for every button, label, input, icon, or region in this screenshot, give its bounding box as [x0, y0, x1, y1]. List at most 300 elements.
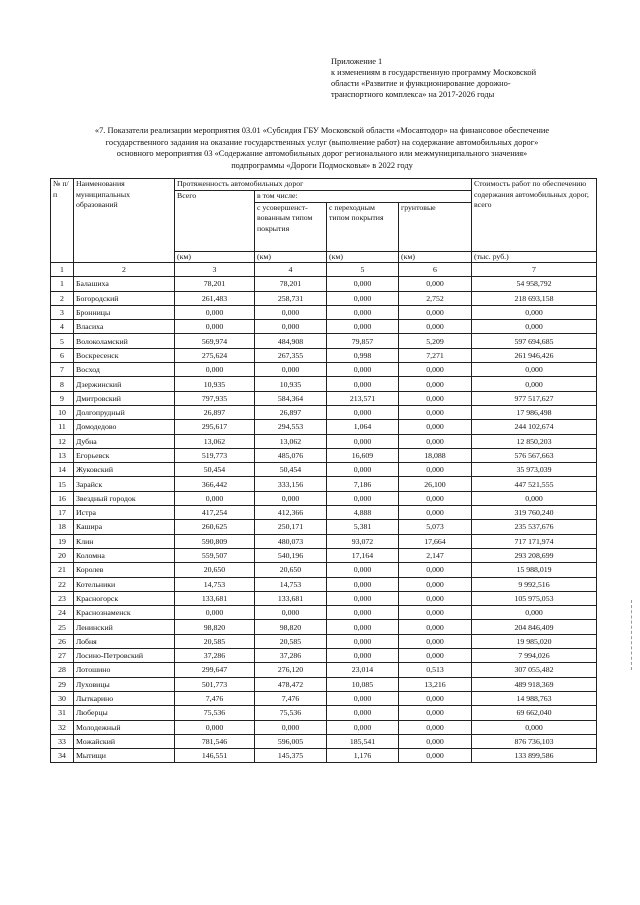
header-dirt: грунтовые — [399, 202, 472, 251]
row-number: 34 — [51, 749, 74, 763]
length-dirt: 0,000 — [399, 377, 472, 391]
length-improved: 14,753 — [255, 577, 327, 591]
length-total: 0,000 — [175, 363, 255, 377]
length-improved: 20,650 — [255, 563, 327, 577]
length-dirt: 0,000 — [399, 305, 472, 319]
length-total: 366,442 — [175, 477, 255, 491]
length-dirt: 0,000 — [399, 277, 472, 291]
length-transitional: 0,000 — [327, 363, 399, 377]
municipality-name: Волоколамский — [74, 334, 175, 348]
length-dirt: 13,216 — [399, 677, 472, 691]
col-num: 7 — [472, 263, 597, 277]
length-transitional: 0,000 — [327, 577, 399, 591]
maintenance-cost: 0,000 — [472, 720, 597, 734]
length-total: 261,483 — [175, 291, 255, 305]
length-improved: 0,000 — [255, 320, 327, 334]
row-number: 32 — [51, 720, 74, 734]
maintenance-cost: 54 958,792 — [472, 277, 597, 291]
length-improved: 98,820 — [255, 620, 327, 634]
length-transitional: 0,000 — [327, 463, 399, 477]
maintenance-cost: 35 973,039 — [472, 463, 597, 477]
municipality-name: Власиха — [74, 320, 175, 334]
maintenance-cost: 105 975,053 — [472, 591, 597, 605]
maintenance-cost: 204 846,409 — [472, 620, 597, 634]
length-transitional: 79,857 — [327, 334, 399, 348]
maintenance-cost: 0,000 — [472, 305, 597, 319]
length-improved: 37,286 — [255, 649, 327, 663]
length-improved: 20,585 — [255, 634, 327, 648]
municipality-name: Бронницы — [74, 305, 175, 319]
header-cost: Стоимость работ по обеспечению содержания автомобильных дорог, всего — [472, 179, 597, 252]
length-improved: 78,201 — [255, 277, 327, 291]
length-dirt: 0,513 — [399, 663, 472, 677]
length-total: 590,809 — [175, 534, 255, 548]
maintenance-cost: 293 208,699 — [472, 548, 597, 562]
length-transitional: 0,000 — [327, 591, 399, 605]
row-number: 7 — [51, 363, 74, 377]
row-number: 28 — [51, 663, 74, 677]
table-row — [51, 334, 597, 348]
length-improved: 478,472 — [255, 677, 327, 691]
appendix-line: транспортного комплекса» на 2017-2026 годы — [331, 90, 495, 99]
length-improved: 13,062 — [255, 434, 327, 448]
maintenance-cost: 876 736,103 — [472, 734, 597, 748]
maintenance-cost: 235 537,676 — [472, 520, 597, 534]
length-dirt: 0,000 — [399, 434, 472, 448]
length-improved: 50,454 — [255, 463, 327, 477]
table-row — [51, 534, 597, 548]
unit-km: (км) — [327, 251, 399, 263]
length-total: 10,935 — [175, 377, 255, 391]
length-transitional: 5,381 — [327, 520, 399, 534]
length-dirt: 0,000 — [399, 749, 472, 763]
table-row — [51, 377, 597, 391]
length-improved: 0,000 — [255, 491, 327, 505]
table-body — [51, 277, 597, 763]
length-transitional: 0,000 — [327, 305, 399, 319]
length-dirt: 0,000 — [399, 649, 472, 663]
municipality-name: Балашиха — [74, 277, 175, 291]
table-row — [51, 749, 597, 763]
row-number: 24 — [51, 606, 74, 620]
maintenance-cost: 0,000 — [472, 491, 597, 505]
length-total: 98,820 — [175, 620, 255, 634]
length-improved: 145,375 — [255, 749, 327, 763]
row-number: 23 — [51, 591, 74, 605]
length-transitional: 7,186 — [327, 477, 399, 491]
length-improved: 484,908 — [255, 334, 327, 348]
municipality-name: Истра — [74, 506, 175, 520]
length-total: 0,000 — [175, 720, 255, 734]
length-total: 20,650 — [175, 563, 255, 577]
row-number: 20 — [51, 548, 74, 562]
col-num: 1 — [51, 263, 74, 277]
row-number: 30 — [51, 691, 74, 705]
length-total: 0,000 — [175, 320, 255, 334]
length-transitional: 23,014 — [327, 663, 399, 677]
table-row — [51, 448, 597, 462]
maintenance-cost: 19 985,020 — [472, 634, 597, 648]
length-transitional: 93,072 — [327, 534, 399, 548]
length-transitional: 0,000 — [327, 434, 399, 448]
table-row — [51, 463, 597, 477]
row-number: 31 — [51, 706, 74, 720]
maintenance-cost: 261 946,426 — [472, 348, 597, 362]
length-transitional: 1,064 — [327, 420, 399, 434]
table-row — [51, 691, 597, 705]
maintenance-cost: 218 693,158 — [472, 291, 597, 305]
length-dirt: 0,000 — [399, 563, 472, 577]
row-number: 16 — [51, 491, 74, 505]
length-dirt: 2,147 — [399, 548, 472, 562]
municipality-name: Егорьевск — [74, 448, 175, 462]
length-improved: 480,073 — [255, 534, 327, 548]
length-improved: 10,935 — [255, 377, 327, 391]
length-transitional: 0,000 — [327, 620, 399, 634]
maintenance-cost: 15 988,019 — [472, 563, 597, 577]
title-line-4: подпрограммы «Дороги Подмосковья» в 2022 году — [231, 160, 413, 170]
table-row — [51, 305, 597, 319]
length-improved: 485,076 — [255, 448, 327, 462]
length-improved: 7,476 — [255, 691, 327, 705]
length-total: 20,585 — [175, 634, 255, 648]
length-improved: 0,000 — [255, 305, 327, 319]
column-number-row — [51, 263, 597, 277]
col-num: 4 — [255, 263, 327, 277]
maintenance-cost: 0,000 — [472, 606, 597, 620]
length-transitional: 0,000 — [327, 634, 399, 648]
length-total: 559,507 — [175, 548, 255, 562]
table-row — [51, 677, 597, 691]
length-improved: 276,120 — [255, 663, 327, 677]
municipality-name: Молодежный — [74, 720, 175, 734]
table-row — [51, 506, 597, 520]
length-total: 26,897 — [175, 405, 255, 419]
row-number: 27 — [51, 649, 74, 663]
appendix-note — [331, 56, 611, 100]
municipality-name: Долгопрудный — [74, 405, 175, 419]
length-dirt: 0,000 — [399, 363, 472, 377]
municipality-name: Котельники — [74, 577, 175, 591]
length-dirt: 0,000 — [399, 706, 472, 720]
maintenance-cost: 133 899,586 — [472, 749, 597, 763]
length-transitional: 0,000 — [327, 649, 399, 663]
length-improved: 584,364 — [255, 391, 327, 405]
table-row — [51, 391, 597, 405]
row-number: 8 — [51, 377, 74, 391]
table-row — [51, 277, 597, 291]
table-row — [51, 405, 597, 419]
table-row — [51, 563, 597, 577]
unit-km: (км) — [175, 251, 255, 263]
header-transitional: с переходным типом покрытия — [327, 202, 399, 251]
municipality-name: Луховицы — [74, 677, 175, 691]
length-total: 519,773 — [175, 448, 255, 462]
length-transitional: 185,541 — [327, 734, 399, 748]
length-dirt: 0,000 — [399, 577, 472, 591]
municipality-name: Воскресенск — [74, 348, 175, 362]
length-transitional: 0,000 — [327, 563, 399, 577]
maintenance-cost: 0,000 — [472, 363, 597, 377]
municipality-name: Королев — [74, 563, 175, 577]
municipality-name: Люберцы — [74, 706, 175, 720]
length-total: 7,476 — [175, 691, 255, 705]
col-num: 3 — [175, 263, 255, 277]
length-dirt: 0,000 — [399, 420, 472, 434]
municipality-name: Дзержинский — [74, 377, 175, 391]
length-transitional: 10,085 — [327, 677, 399, 691]
title-line-1 — [52, 125, 592, 137]
length-transitional: 0,000 — [327, 691, 399, 705]
row-number: 1 — [51, 277, 74, 291]
length-dirt: 5,073 — [399, 520, 472, 534]
length-total: 133,681 — [175, 591, 255, 605]
length-transitional: 0,000 — [327, 320, 399, 334]
length-dirt: 0,000 — [399, 491, 472, 505]
length-transitional: 4,888 — [327, 506, 399, 520]
length-improved: 540,196 — [255, 548, 327, 562]
length-dirt: 0,000 — [399, 691, 472, 705]
header-improved: с усовершенст-вованным типом покрытия — [255, 202, 327, 251]
length-total: 501,773 — [175, 677, 255, 691]
table-row — [51, 477, 597, 491]
header-length: Протяженность автомобильных дорог — [175, 179, 472, 191]
maintenance-cost: 14 988,763 — [472, 691, 597, 705]
length-improved: 412,366 — [255, 506, 327, 520]
municipality-name: Ленинский — [74, 620, 175, 634]
length-total: 417,254 — [175, 506, 255, 520]
header-total: Всего — [175, 190, 255, 251]
length-transitional: 0,000 — [327, 405, 399, 419]
length-total: 295,617 — [175, 420, 255, 434]
municipality-name: Богородский — [74, 291, 175, 305]
row-number: 2 — [51, 291, 74, 305]
row-number: 11 — [51, 420, 74, 434]
municipality-name: Лотошино — [74, 663, 175, 677]
col-num: 5 — [327, 263, 399, 277]
row-number: 6 — [51, 348, 74, 362]
length-dirt: 0,000 — [399, 606, 472, 620]
municipality-name: Лыткарино — [74, 691, 175, 705]
table-row — [51, 720, 597, 734]
appendix-line: к изменениям в государственную программу Московской — [331, 68, 537, 77]
row-number: 26 — [51, 634, 74, 648]
length-total: 260,625 — [175, 520, 255, 534]
header-num: № п/п — [51, 179, 74, 263]
length-improved: 267,355 — [255, 348, 327, 362]
length-improved: 0,000 — [255, 606, 327, 620]
length-total: 797,935 — [175, 391, 255, 405]
table-row — [51, 520, 597, 534]
length-transitional: 0,000 — [327, 377, 399, 391]
municipality-name: Кашира — [74, 520, 175, 534]
length-dirt: 0,000 — [399, 591, 472, 605]
table-row — [51, 591, 597, 605]
table-row — [51, 634, 597, 648]
row-number: 13 — [51, 448, 74, 462]
length-total: 14,753 — [175, 577, 255, 591]
unit-cost: (тыс. руб.) — [472, 251, 597, 263]
row-number: 15 — [51, 477, 74, 491]
table-row — [51, 420, 597, 434]
row-number: 3 — [51, 305, 74, 319]
maintenance-cost: 7 994,026 — [472, 649, 597, 663]
length-improved: 258,731 — [255, 291, 327, 305]
length-improved: 133,681 — [255, 591, 327, 605]
municipality-name: Дмитровский — [74, 391, 175, 405]
length-total: 37,286 — [175, 649, 255, 663]
unit-km: (км) — [255, 251, 327, 263]
length-dirt: 0,000 — [399, 405, 472, 419]
length-improved: 0,000 — [255, 363, 327, 377]
maintenance-cost: 597 694,685 — [472, 334, 597, 348]
table-row — [51, 606, 597, 620]
maintenance-cost: 69 662,040 — [472, 706, 597, 720]
table-row — [51, 548, 597, 562]
length-total: 75,536 — [175, 706, 255, 720]
row-number: 14 — [51, 463, 74, 477]
row-number: 29 — [51, 677, 74, 691]
municipality-name: Лосино-Петровский — [74, 649, 175, 663]
table-row — [51, 620, 597, 634]
maintenance-cost: 0,000 — [472, 377, 597, 391]
row-number: 10 — [51, 405, 74, 419]
length-improved: 250,171 — [255, 520, 327, 534]
municipality-name: Красногорск — [74, 591, 175, 605]
length-transitional: 0,000 — [327, 606, 399, 620]
row-number: 12 — [51, 434, 74, 448]
length-total: 78,201 — [175, 277, 255, 291]
road-indicators-table — [50, 178, 597, 763]
length-total: 781,546 — [175, 734, 255, 748]
header-name: Наименования муниципальных образований — [74, 179, 175, 263]
municipality-name: Мытищи — [74, 749, 175, 763]
table-row — [51, 577, 597, 591]
maintenance-cost: 244 102,674 — [472, 420, 597, 434]
length-dirt: 0,000 — [399, 506, 472, 520]
length-improved: 0,000 — [255, 720, 327, 734]
row-number: 22 — [51, 577, 74, 591]
scan-edge-mark — [631, 600, 638, 670]
length-dirt: 0,000 — [399, 734, 472, 748]
row-number: 21 — [51, 563, 74, 577]
row-number: 18 — [51, 520, 74, 534]
unit-km: (км) — [399, 251, 472, 263]
municipality-name: Можайский — [74, 734, 175, 748]
length-dirt: 0,000 — [399, 391, 472, 405]
table-row — [51, 434, 597, 448]
municipality-name: Лобня — [74, 634, 175, 648]
municipality-name: Коломна — [74, 548, 175, 562]
table-row — [51, 348, 597, 362]
row-number: 25 — [51, 620, 74, 634]
maintenance-cost: 17 986,498 — [472, 405, 597, 419]
title-line-2: государственного задания на оказание государственных услуг (выполнение работ) на содержание автомобильных дорог» — [105, 137, 539, 147]
length-total: 299,647 — [175, 663, 255, 677]
table-row — [51, 291, 597, 305]
maintenance-cost: 9 992,516 — [472, 577, 597, 591]
length-transitional: 0,000 — [327, 720, 399, 734]
table-row — [51, 491, 597, 505]
row-number: 4 — [51, 320, 74, 334]
row-number: 19 — [51, 534, 74, 548]
length-dirt: 0,000 — [399, 720, 472, 734]
maintenance-cost: 12 850,203 — [472, 434, 597, 448]
length-total: 0,000 — [175, 491, 255, 505]
municipality-name: Зарайск — [74, 477, 175, 491]
length-dirt: 0,000 — [399, 620, 472, 634]
length-improved: 294,553 — [255, 420, 327, 434]
length-transitional: 0,000 — [327, 291, 399, 305]
length-dirt: 7,271 — [399, 348, 472, 362]
header-incl: в том числе: — [255, 190, 472, 202]
table-row — [51, 649, 597, 663]
row-number: 9 — [51, 391, 74, 405]
maintenance-cost: 717 171,974 — [472, 534, 597, 548]
maintenance-cost: 576 567,663 — [472, 448, 597, 462]
length-dirt: 0,000 — [399, 634, 472, 648]
length-dirt: 0,000 — [399, 320, 472, 334]
length-improved: 26,897 — [255, 405, 327, 419]
appendix-line: области «Развитие и функционирование дорожно- — [331, 79, 511, 88]
municipality-name: Клин — [74, 534, 175, 548]
length-total: 13,062 — [175, 434, 255, 448]
col-num: 6 — [399, 263, 472, 277]
col-num: 2 — [74, 263, 175, 277]
length-improved: 596,005 — [255, 734, 327, 748]
maintenance-cost: 977 517,627 — [472, 391, 597, 405]
row-number: 17 — [51, 506, 74, 520]
length-transitional: 213,571 — [327, 391, 399, 405]
length-total: 0,000 — [175, 305, 255, 319]
length-transitional: 0,000 — [327, 277, 399, 291]
maintenance-cost: 0,000 — [472, 320, 597, 334]
municipality-name: Домодедово — [74, 420, 175, 434]
document-title — [52, 125, 592, 171]
maintenance-cost: 489 918,369 — [472, 677, 597, 691]
length-dirt: 26,100 — [399, 477, 472, 491]
title-line-3: основного мероприятия 03 «Содержание автомобильных дорог регионального или межмуниципального значения» — [116, 149, 528, 158]
table-row — [51, 706, 597, 720]
length-total: 569,974 — [175, 334, 255, 348]
length-dirt: 2,752 — [399, 291, 472, 305]
length-transitional: 0,000 — [327, 491, 399, 505]
length-dirt: 18,088 — [399, 448, 472, 462]
length-transitional: 0,000 — [327, 706, 399, 720]
table-row — [51, 663, 597, 677]
length-total: 146,551 — [175, 749, 255, 763]
municipality-name: Жуковский — [74, 463, 175, 477]
length-transitional: 1,176 — [327, 749, 399, 763]
municipality-name: Восход — [74, 363, 175, 377]
table-row — [51, 734, 597, 748]
row-number: 5 — [51, 334, 74, 348]
municipality-name: Дубна — [74, 434, 175, 448]
length-improved: 75,536 — [255, 706, 327, 720]
length-dirt: 17,664 — [399, 534, 472, 548]
length-transitional: 0,998 — [327, 348, 399, 362]
length-dirt: 0,000 — [399, 463, 472, 477]
title-text-1: . Показатели реализации мероприятия 03.01 «Субсидия ГБУ Московской области «Мосавтодор» на финансовое обеспечение — [103, 126, 550, 135]
table-row — [51, 320, 597, 334]
municipality-name: Звездный городок — [74, 491, 175, 505]
length-dirt: 5,209 — [399, 334, 472, 348]
maintenance-cost: 307 055,482 — [472, 663, 597, 677]
row-number: 33 — [51, 734, 74, 748]
table-row — [51, 363, 597, 377]
length-transitional: 17,164 — [327, 548, 399, 562]
appendix-line: Приложение 1 — [331, 57, 383, 66]
